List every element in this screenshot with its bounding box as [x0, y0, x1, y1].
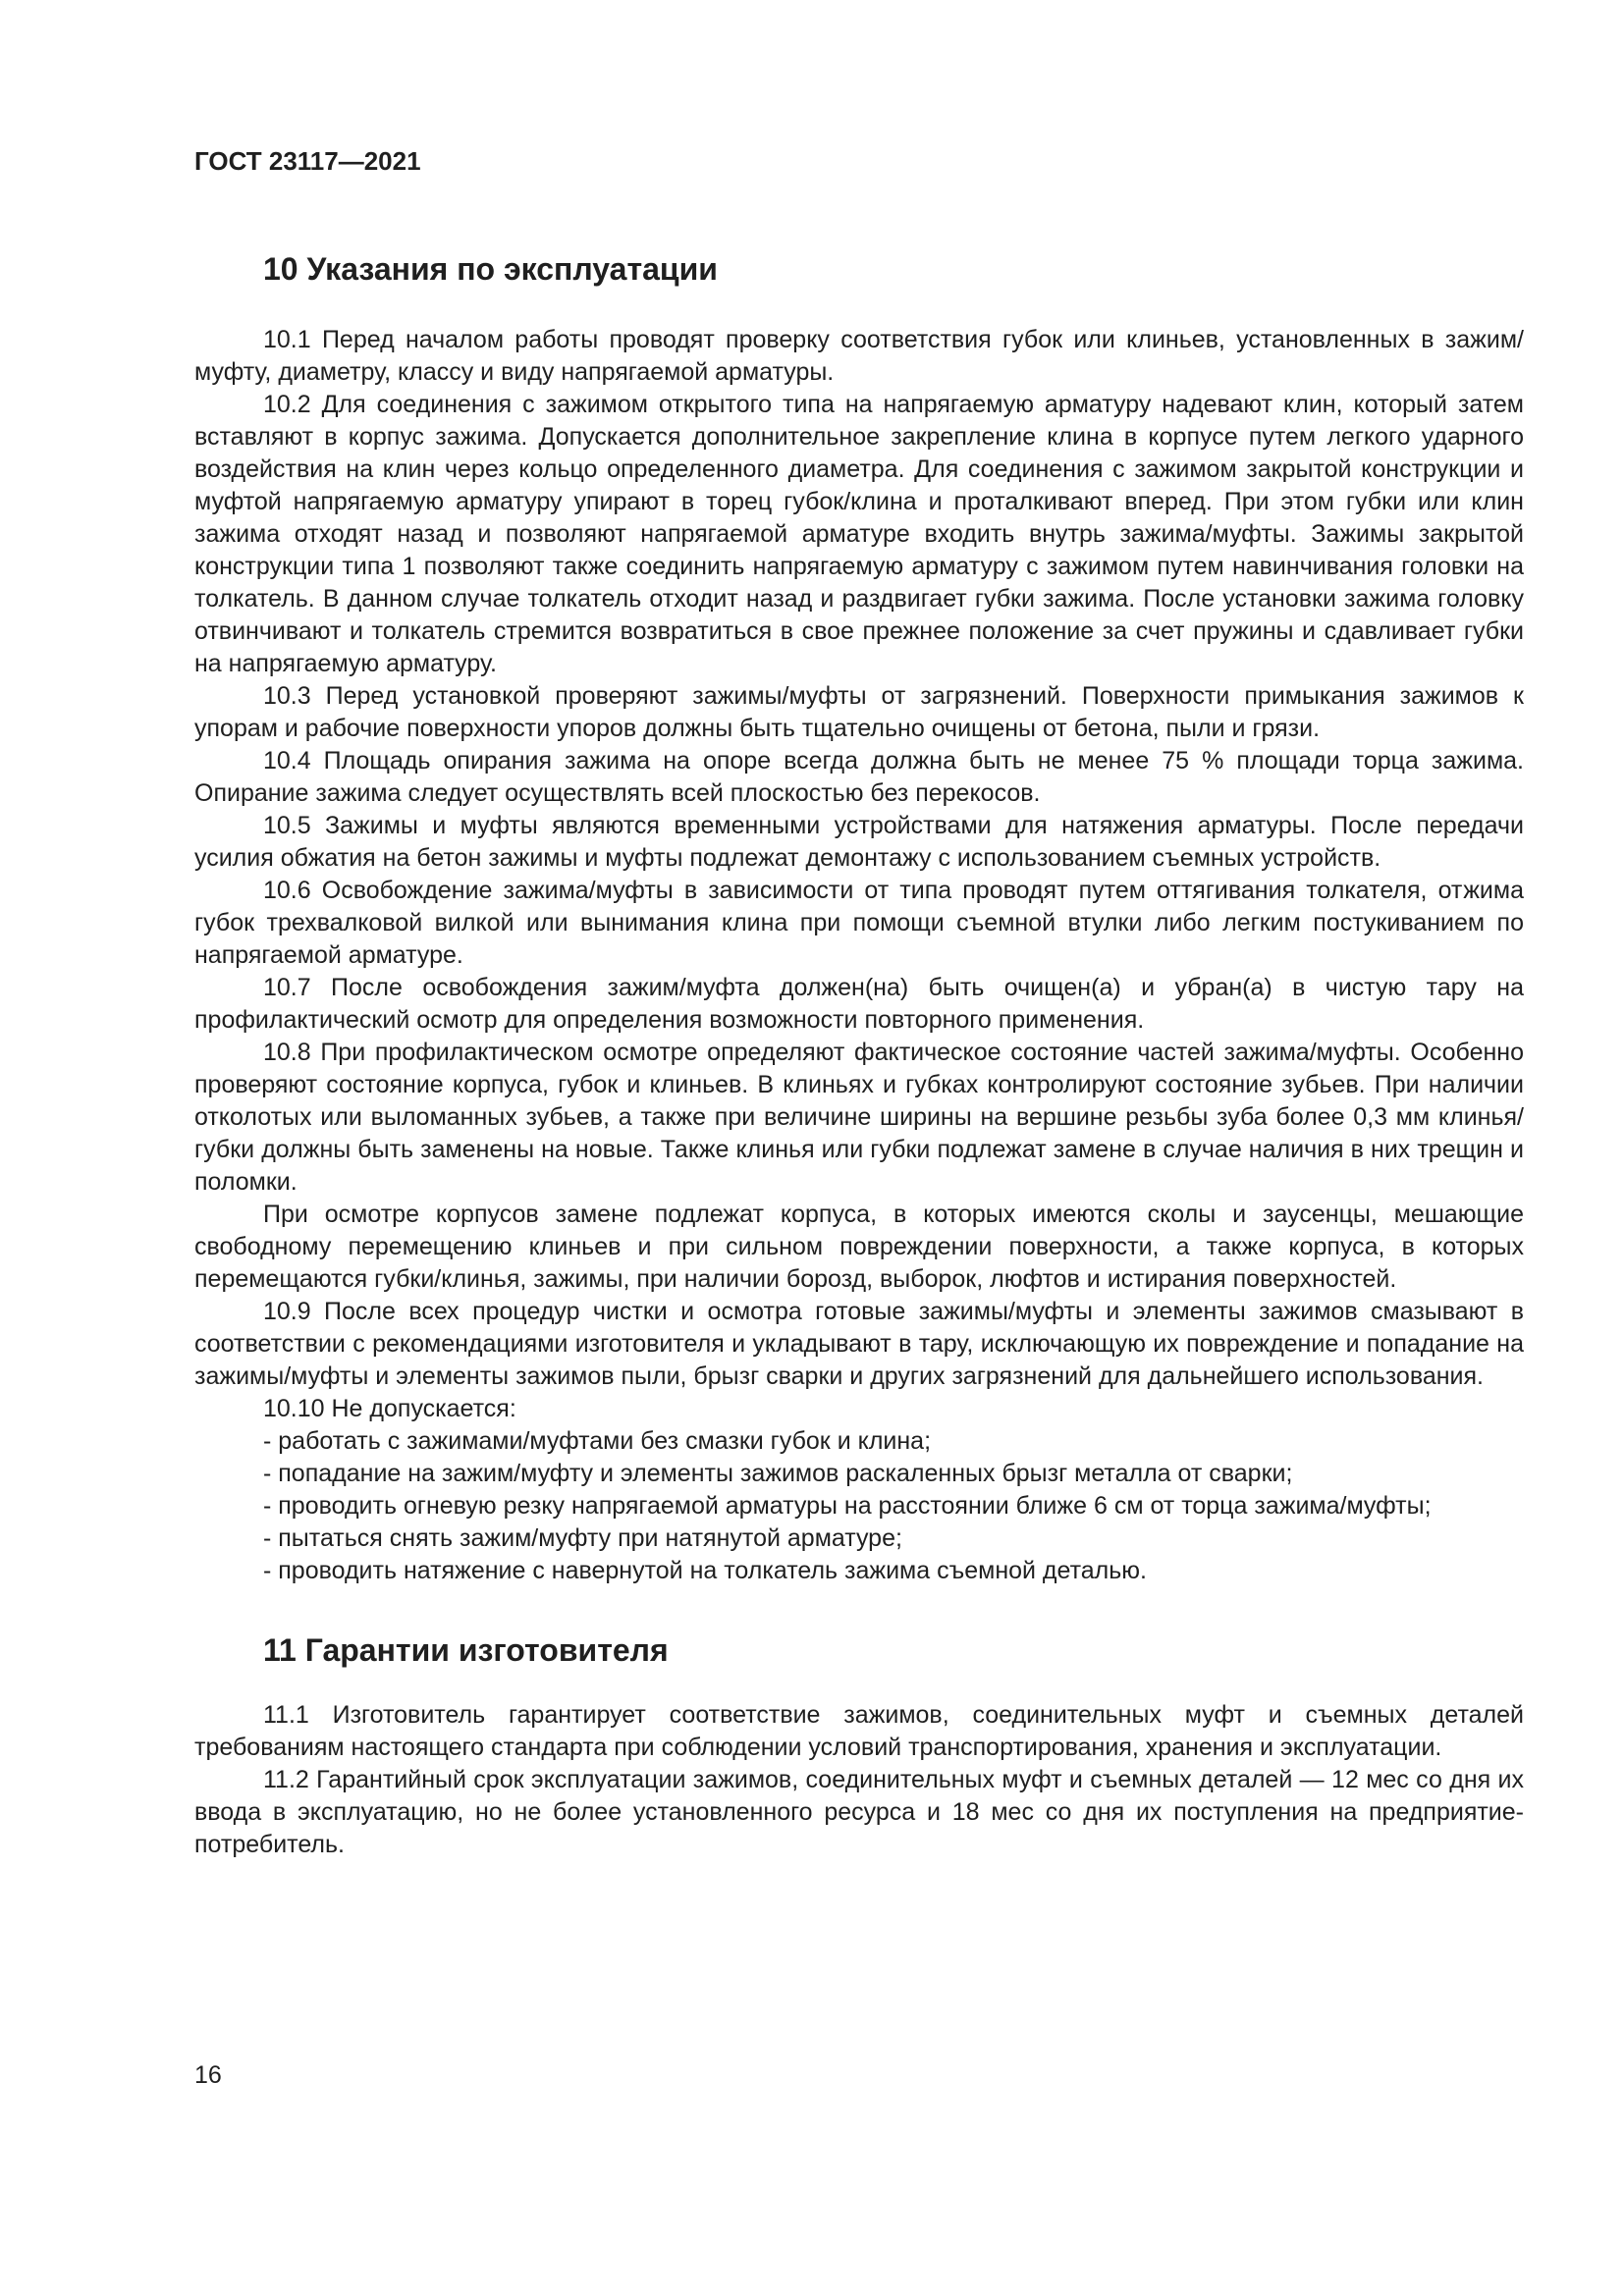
paragraph-10-10: 10.10 Не допускается: — [263, 1395, 516, 1422]
section-10-title: 10 Указания по эксплуатации — [263, 251, 718, 287]
paragraph-10-1: 10.1 Перед началом работы проводят проверку соответствия губок или клиньев, установленных в зажим/муфту, диаметру, классу и виду напрягаемой арматуры. — [194, 326, 1524, 386]
section-11-title: 11 Гарантии изготовителя — [263, 1632, 669, 1668]
paragraph-10-8: 10.8 При профилактическом осмотре определяют фактическое состояние частей зажима/муфты. Особенно проверяют состояние корпуса, губок и клиньев. В клиньях и губках контролируют состояние зубьев. При наличии отколотых или выломанных зубьев, а также при величине ширины на вершине резьбы зуба более 0,3 мм клинья/губки должны быть заменены на новые. Также клинья или губки подлежат замене в случае наличия в них трещин и поломки. — [194, 1039, 1524, 1196]
paragraph-10-6: 10.6 Освобождение зажима/муфты в зависимости от типа проводят путем оттягивания толкателя, отжима губок трехвалковой вилкой или вынимания клина при помощи съемной втулки либо легким постукиванием по напрягаемой арматуре. — [194, 877, 1524, 969]
paragraph-10-8-housings: При осмотре корпусов замене подлежат корпуса, в которых имеются сколы и заусенцы, мешающие свободному перемещению клиньев и при сильном повреждении поверхности, а также корпуса, в которых перемещаются губки/клинья, зажимы, при наличии борозд, выборок, люфтов и истирания поверхностей. — [194, 1201, 1524, 1293]
page-number: 16 — [194, 2061, 222, 2089]
list-item: - попадание на зажим/муфту и элементы зажимов раскаленных брызг металла от сварки; — [263, 1460, 1293, 1487]
document-page — [194, 145, 1524, 1861]
paragraph-11-1: 11.1 Изготовитель гарантирует соответствие зажимов, соединительных муфт и съемных деталей требованиям настоящего стандарта при соблюдении условий транспортирования, хранения и эксплуатации. — [194, 1701, 1524, 1761]
list-item: - проводить огневую резку напрягаемой арматуры на расстоянии ближе 6 см от торца зажима/муфты; — [263, 1492, 1432, 1520]
list-item: - работать с зажимами/муфтами без смазки губок и клина; — [263, 1427, 932, 1455]
section-10-body — [194, 324, 1524, 1587]
list-item: - пытаться снять зажим/муфту при натянутой арматуре; — [263, 1524, 902, 1552]
paragraph-10-7: 10.7 После освобождения зажим/муфта должен(на) быть очищен(а) и убран(а) в чистую тару на профилактический осмотр для определения возможности повторного применения. — [194, 974, 1524, 1034]
paragraph-10-3: 10.3 Перед установкой проверяют зажимы/муфты от загрязнений. Поверхности примыкания зажимов к упорам и рабочие поверхности упоров должны быть тщательно очищены от бетона, пыли и грязи. — [194, 682, 1524, 742]
paragraph-10-4: 10.4 Площадь опирания зажима на опоре всегда должна быть не менее 75 % площади торца зажима. Опирание зажима следует осуществлять всей плоскостью без перекосов. — [194, 747, 1524, 807]
paragraph-11-2: 11.2 Гарантийный срок эксплуатации зажимов, соединительных муфт и съемных деталей — 12 мес со дня их ввода в эксплуатацию, но не более установленного ресурса и 18 мес со дня их поступления на предприятие-потребитель. — [194, 1766, 1524, 1858]
paragraph-10-2: 10.2 Для соединения с зажимом открытого типа на напрягаемую арматуру надевают клин, который затем вставляют в корпус зажима. Допускается дополнительное закрепление клина в корпусе путем легкого ударного воздействия на клин через кольцо определенного диаметра. Для соединения с зажимом закрытой конструкции и муфтой напрягаемую арматуру упирают в торец губок/клина и проталкивают вперед. При этом губки или клин зажима отходят назад и позволяют напрягаемой арматуре входить внутрь зажима/муфты. Зажимы закрытой конструкции типа 1 позволяют также соединить напрягаемую арматуру с зажимом путем навинчивания головки на толкатель. В данном случае толкатель отходит назад и раздвигает губки зажима. После установки зажима головку отвинчивают и толкатель стремится возвратиться в свое прежнее положение за счет пружины и сдавливает губки на напрягаемую арматуру. — [194, 391, 1524, 677]
paragraph-10-5: 10.5 Зажимы и муфты являются временными устройствами для натяжения арматуры. После передачи усилия обжатия на бетон зажимы и муфты подлежат демонтажу с использованием съемных устройств. — [194, 812, 1524, 872]
document-code: ГОСТ 23117—2021 — [194, 146, 421, 176]
list-item: - проводить натяжение с навернутой на толкатель зажима съемной деталью. — [263, 1557, 1147, 1584]
paragraph-10-9: 10.9 После всех процедур чистки и осмотра готовые зажимы/муфты и элементы зажимов смазывают в соответствии с рекомендациями изготовителя и укладывают в тару, исключающую их повреждение и попадание на зажимы/муфты и элементы зажимов пыли, брызг сварки и других загрязнений для дальнейшего использования. — [194, 1298, 1524, 1390]
section-11-body — [194, 1699, 1524, 1861]
